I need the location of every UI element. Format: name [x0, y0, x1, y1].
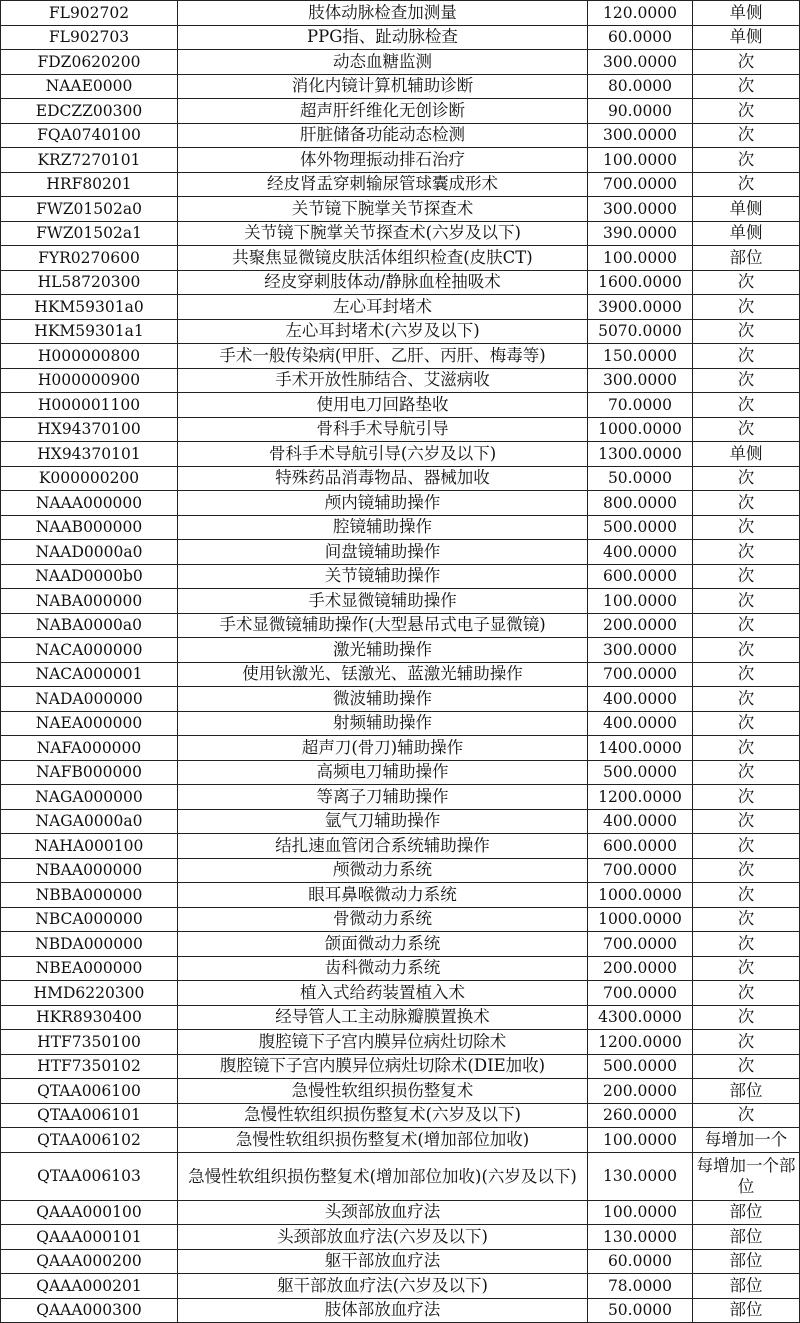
item-code-cell: FQA0740100: [1, 123, 178, 148]
item-code-cell: H000000900: [1, 368, 178, 393]
item-price-cell: 700.0000: [588, 932, 693, 957]
item-unit-cell: 次: [693, 858, 800, 883]
table-row: [1, 1079, 800, 1104]
table-row: [1, 172, 800, 197]
table-row: [1, 711, 800, 736]
item-name-cell: 眼耳鼻喉微动力系统: [178, 883, 588, 908]
table-row: [1, 736, 800, 761]
item-code-cell: FWZ01502a0: [1, 197, 178, 222]
item-price-cell: 700.0000: [588, 858, 693, 883]
item-code-cell: KRZ7270101: [1, 148, 178, 173]
item-code-cell: NAAD0000b0: [1, 564, 178, 589]
table-row: [1, 442, 800, 467]
table-row: [1, 981, 800, 1006]
item-unit-cell: 每增加一个部位: [693, 1152, 800, 1200]
item-unit-cell: 次: [693, 760, 800, 785]
item-code-cell: NBBA000000: [1, 883, 178, 908]
table-row: [1, 148, 800, 173]
item-price-cell: 60.0000: [588, 25, 693, 50]
item-code-cell: FL902703: [1, 25, 178, 50]
item-code-cell: NBEA000000: [1, 956, 178, 981]
table-row: [1, 221, 800, 246]
item-name-cell: 共聚焦显微镜皮肤活体组织检查(皮肤CT): [178, 246, 588, 271]
table-row: [1, 270, 800, 295]
item-code-cell: NAAB000000: [1, 515, 178, 540]
item-price-cell: 300.0000: [588, 368, 693, 393]
item-unit-cell: 次: [693, 319, 800, 344]
item-price-cell: 200.0000: [588, 956, 693, 981]
item-name-cell: 骨微动力系统: [178, 907, 588, 932]
item-code-cell: NABA000000: [1, 589, 178, 614]
item-code-cell: NBDA000000: [1, 932, 178, 957]
item-code-cell: EDCZZ00300: [1, 99, 178, 124]
item-price-cell: 300.0000: [588, 50, 693, 75]
item-price-cell: 3900.0000: [588, 295, 693, 320]
item-unit-cell: 部位: [693, 1298, 800, 1323]
item-name-cell: 齿科微动力系统: [178, 956, 588, 981]
table-row: [1, 1152, 800, 1200]
item-unit-cell: 部位: [693, 246, 800, 271]
item-price-cell: 1200.0000: [588, 785, 693, 810]
item-name-cell: 腹腔镜下子宫内膜异位病灶切除术: [178, 1030, 588, 1055]
item-code-cell: NAHA000100: [1, 834, 178, 859]
item-price-cell: 800.0000: [588, 491, 693, 516]
item-unit-cell: 次: [693, 74, 800, 99]
item-code-cell: QTAA006101: [1, 1103, 178, 1128]
table-row: [1, 491, 800, 516]
item-code-cell: HL58720300: [1, 270, 178, 295]
item-unit-cell: 单侧: [693, 442, 800, 467]
table-row: [1, 74, 800, 99]
item-unit-cell: 次: [693, 809, 800, 834]
item-name-cell: 等离子刀辅助操作: [178, 785, 588, 810]
item-unit-cell: 次: [693, 711, 800, 736]
table-row: [1, 834, 800, 859]
item-price-cell: 260.0000: [588, 1103, 693, 1128]
item-code-cell: H000001100: [1, 393, 178, 418]
item-price-cell: 500.0000: [588, 1054, 693, 1079]
item-name-cell: 植入式给药装置植入术: [178, 981, 588, 1006]
item-code-cell: NACA000000: [1, 638, 178, 663]
item-code-cell: NAFB000000: [1, 760, 178, 785]
item-code-cell: HKR8930400: [1, 1005, 178, 1030]
table-row: [1, 809, 800, 834]
item-code-cell: FWZ01502a1: [1, 221, 178, 246]
item-code-cell: QAAA000200: [1, 1249, 178, 1274]
item-unit-cell: 部位: [693, 1249, 800, 1274]
table-row: [1, 1030, 800, 1055]
item-price-cell: 78.0000: [588, 1274, 693, 1299]
item-name-cell: 肢体部放血疗法: [178, 1298, 588, 1323]
item-price-cell: 130.0000: [588, 1152, 693, 1200]
table-row: [1, 760, 800, 785]
table-row: [1, 1128, 800, 1153]
item-name-cell: 高频电刀辅助操作: [178, 760, 588, 785]
item-unit-cell: 次: [693, 148, 800, 173]
item-name-cell: PPG指、趾动脉检查: [178, 25, 588, 50]
table-row: [1, 466, 800, 491]
item-name-cell: 躯干部放血疗法(六岁及以下): [178, 1274, 588, 1299]
item-unit-cell: 次: [693, 417, 800, 442]
item-unit-cell: 次: [693, 613, 800, 638]
table-row: [1, 785, 800, 810]
item-unit-cell: 次: [693, 1030, 800, 1055]
table-row: [1, 1274, 800, 1299]
item-price-cell: 400.0000: [588, 711, 693, 736]
item-code-cell: QAAA000300: [1, 1298, 178, 1323]
item-price-cell: 120.0000: [588, 1, 693, 26]
table-row: [1, 638, 800, 663]
item-unit-cell: 次: [693, 466, 800, 491]
item-name-cell: 手术一般传染病(甲肝、乙肝、丙肝、梅毒等): [178, 344, 588, 369]
table-row: [1, 1005, 800, 1030]
item-unit-cell: 单侧: [693, 221, 800, 246]
item-name-cell: 经导管人工主动脉瓣膜置换术: [178, 1005, 588, 1030]
item-name-cell: 关节镜下腕掌关节探查术(六岁及以下): [178, 221, 588, 246]
item-code-cell: NAAA000000: [1, 491, 178, 516]
item-price-cell: 4300.0000: [588, 1005, 693, 1030]
item-unit-cell: 次: [693, 344, 800, 369]
item-name-cell: 经皮肾盂穿刺输尿管球囊成形术: [178, 172, 588, 197]
item-unit-cell: 次: [693, 736, 800, 761]
item-unit-cell: 次: [693, 687, 800, 712]
item-unit-cell: 次: [693, 883, 800, 908]
item-name-cell: 消化内镜计算机辅助诊断: [178, 74, 588, 99]
item-code-cell: QTAA006103: [1, 1152, 178, 1200]
item-code-cell: NAAE0000: [1, 74, 178, 99]
item-price-cell: 500.0000: [588, 760, 693, 785]
item-name-cell: 急慢性软组织损伤整复术(六岁及以下): [178, 1103, 588, 1128]
price-table-body: [1, 1, 800, 1323]
item-name-cell: 超声肝纤维化无创诊断: [178, 99, 588, 124]
item-unit-cell: 部位: [693, 1274, 800, 1299]
item-name-cell: 头颈部放血疗法: [178, 1200, 588, 1225]
item-price-cell: 90.0000: [588, 99, 693, 124]
table-row: [1, 589, 800, 614]
table-row: [1, 515, 800, 540]
item-name-cell: 关节镜下腕掌关节探查术: [178, 197, 588, 222]
table-row: [1, 1249, 800, 1274]
item-unit-cell: 单侧: [693, 1, 800, 26]
table-row: [1, 687, 800, 712]
table-row: [1, 907, 800, 932]
item-name-cell: 结扎速血管闭合系统辅助操作: [178, 834, 588, 859]
item-code-cell: NAGA0000a0: [1, 809, 178, 834]
item-unit-cell: 次: [693, 907, 800, 932]
table-row: [1, 123, 800, 148]
table-row: [1, 99, 800, 124]
item-name-cell: 手术开放性肺结合、艾滋病收: [178, 368, 588, 393]
item-name-cell: 使用电刀回路垫收: [178, 393, 588, 418]
item-name-cell: 躯干部放血疗法: [178, 1249, 588, 1274]
item-code-cell: HTF7350100: [1, 1030, 178, 1055]
item-unit-cell: 次: [693, 540, 800, 565]
item-code-cell: FYR0270600: [1, 246, 178, 271]
item-name-cell: 颅内镜辅助操作: [178, 491, 588, 516]
item-unit-cell: 次: [693, 1103, 800, 1128]
item-unit-cell: 单侧: [693, 25, 800, 50]
item-price-cell: 1400.0000: [588, 736, 693, 761]
item-unit-cell: 次: [693, 589, 800, 614]
item-name-cell: 手术显微镜辅助操作: [178, 589, 588, 614]
table-row: [1, 295, 800, 320]
item-price-cell: 1000.0000: [588, 883, 693, 908]
table-row: [1, 883, 800, 908]
item-name-cell: 颅微动力系统: [178, 858, 588, 883]
item-name-cell: 使用钬激光、铥激光、蓝激光辅助操作: [178, 662, 588, 687]
item-price-cell: 200.0000: [588, 613, 693, 638]
item-price-cell: 100.0000: [588, 589, 693, 614]
item-name-cell: 腹腔镜下子宫内膜异位病灶切除术(DIE加收): [178, 1054, 588, 1079]
item-code-cell: NBCA000000: [1, 907, 178, 932]
item-code-cell: FDZ0620200: [1, 50, 178, 75]
item-name-cell: 颌面微动力系统: [178, 932, 588, 957]
item-unit-cell: 次: [693, 270, 800, 295]
item-code-cell: FL902702: [1, 1, 178, 26]
item-unit-cell: 次: [693, 50, 800, 75]
item-price-cell: 1000.0000: [588, 417, 693, 442]
item-name-cell: 左心耳封堵术(六岁及以下): [178, 319, 588, 344]
table-row: [1, 1200, 800, 1225]
table-row: [1, 613, 800, 638]
item-name-cell: 关节镜辅助操作: [178, 564, 588, 589]
item-price-cell: 80.0000: [588, 74, 693, 99]
item-name-cell: 特殊药品消毒物品、器械加收: [178, 466, 588, 491]
table-row: [1, 25, 800, 50]
item-price-cell: 1600.0000: [588, 270, 693, 295]
item-name-cell: 手术显微镜辅助操作(大型悬吊式电子显微镜): [178, 613, 588, 638]
table-row: [1, 932, 800, 957]
item-name-cell: 头颈部放血疗法(六岁及以下): [178, 1225, 588, 1250]
item-name-cell: 骨科手术导航引导(六岁及以下): [178, 442, 588, 467]
item-unit-cell: 次: [693, 368, 800, 393]
item-unit-cell: 次: [693, 99, 800, 124]
item-code-cell: NACA000001: [1, 662, 178, 687]
item-price-cell: 600.0000: [588, 834, 693, 859]
item-price-cell: 300.0000: [588, 638, 693, 663]
item-code-cell: NAGA000000: [1, 785, 178, 810]
item-unit-cell: 次: [693, 515, 800, 540]
item-unit-cell: 次: [693, 393, 800, 418]
item-price-cell: 700.0000: [588, 172, 693, 197]
item-code-cell: QAAA000101: [1, 1225, 178, 1250]
item-name-cell: 急慢性软组织损伤整复术(增加部位加收): [178, 1128, 588, 1153]
item-code-cell: NBAA000000: [1, 858, 178, 883]
item-code-cell: NAFA000000: [1, 736, 178, 761]
item-name-cell: 左心耳封堵术: [178, 295, 588, 320]
item-price-cell: 100.0000: [588, 1200, 693, 1225]
item-code-cell: NADA000000: [1, 687, 178, 712]
item-price-cell: 300.0000: [588, 197, 693, 222]
item-name-cell: 激光辅助操作: [178, 638, 588, 663]
item-name-cell: 肢体动脉检查加测量: [178, 1, 588, 26]
item-price-cell: 50.0000: [588, 466, 693, 491]
table-row: [1, 1103, 800, 1128]
item-price-cell: 50.0000: [588, 1298, 693, 1323]
item-price-cell: 150.0000: [588, 344, 693, 369]
table-row: [1, 197, 800, 222]
item-price-cell: 130.0000: [588, 1225, 693, 1250]
item-unit-cell: 次: [693, 785, 800, 810]
item-name-cell: 射频辅助操作: [178, 711, 588, 736]
item-name-cell: 间盘镜辅助操作: [178, 540, 588, 565]
table-row: [1, 319, 800, 344]
table-row: [1, 246, 800, 271]
item-name-cell: 腔镜辅助操作: [178, 515, 588, 540]
item-unit-cell: 次: [693, 491, 800, 516]
item-price-cell: 1200.0000: [588, 1030, 693, 1055]
item-code-cell: NABA0000a0: [1, 613, 178, 638]
table-row: [1, 956, 800, 981]
table-row: [1, 662, 800, 687]
item-price-cell: 1000.0000: [588, 907, 693, 932]
item-unit-cell: 次: [693, 638, 800, 663]
item-unit-cell: 每增加一个: [693, 1128, 800, 1153]
item-name-cell: 体外物理振动排石治疗: [178, 148, 588, 173]
item-name-cell: 超声刀(骨刀)辅助操作: [178, 736, 588, 761]
item-unit-cell: 次: [693, 1054, 800, 1079]
item-price-cell: 1300.0000: [588, 442, 693, 467]
item-price-cell: 100.0000: [588, 246, 693, 271]
item-name-cell: 动态血糖监测: [178, 50, 588, 75]
item-unit-cell: 次: [693, 172, 800, 197]
item-price-cell: 100.0000: [588, 1128, 693, 1153]
item-price-cell: 400.0000: [588, 540, 693, 565]
item-unit-cell: 次: [693, 295, 800, 320]
item-unit-cell: 次: [693, 564, 800, 589]
item-code-cell: QTAA006102: [1, 1128, 178, 1153]
item-name-cell: 骨科手术导航引导: [178, 417, 588, 442]
item-price-cell: 5070.0000: [588, 319, 693, 344]
item-price-cell: 600.0000: [588, 564, 693, 589]
item-code-cell: K000000200: [1, 466, 178, 491]
item-price-cell: 700.0000: [588, 662, 693, 687]
item-price-cell: 70.0000: [588, 393, 693, 418]
item-price-cell: 100.0000: [588, 148, 693, 173]
table-row: [1, 368, 800, 393]
table-row: [1, 540, 800, 565]
item-code-cell: HKM59301a1: [1, 319, 178, 344]
item-name-cell: 氩气刀辅助操作: [178, 809, 588, 834]
item-code-cell: NAEA000000: [1, 711, 178, 736]
item-code-cell: HRF80201: [1, 172, 178, 197]
table-row: [1, 344, 800, 369]
item-price-cell: 500.0000: [588, 515, 693, 540]
table-row: [1, 393, 800, 418]
item-unit-cell: 次: [693, 956, 800, 981]
item-unit-cell: 部位: [693, 1079, 800, 1104]
item-price-cell: 400.0000: [588, 687, 693, 712]
item-unit-cell: 次: [693, 1005, 800, 1030]
item-code-cell: NAAD0000a0: [1, 540, 178, 565]
item-code-cell: QAAA000100: [1, 1200, 178, 1225]
table-row: [1, 1225, 800, 1250]
item-code-cell: HKM59301a0: [1, 295, 178, 320]
item-price-cell: 300.0000: [588, 123, 693, 148]
item-price-cell: 400.0000: [588, 809, 693, 834]
table-row: [1, 858, 800, 883]
item-unit-cell: 次: [693, 662, 800, 687]
item-unit-cell: 部位: [693, 1200, 800, 1225]
table-row: [1, 417, 800, 442]
item-unit-cell: 次: [693, 834, 800, 859]
item-name-cell: 急慢性软组织损伤整复术(增加部位加收)(六岁及以下): [178, 1152, 588, 1200]
table-row: [1, 564, 800, 589]
item-code-cell: H000000800: [1, 344, 178, 369]
table-row: [1, 1298, 800, 1323]
item-price-cell: 60.0000: [588, 1249, 693, 1274]
table-row: [1, 1, 800, 26]
item-name-cell: 肝脏储备功能动态检测: [178, 123, 588, 148]
table-row: [1, 50, 800, 75]
item-unit-cell: 次: [693, 123, 800, 148]
item-code-cell: QTAA006100: [1, 1079, 178, 1104]
item-unit-cell: 单侧: [693, 197, 800, 222]
item-name-cell: 微波辅助操作: [178, 687, 588, 712]
item-code-cell: QAAA000201: [1, 1274, 178, 1299]
table-row: [1, 1054, 800, 1079]
item-code-cell: HMD6220300: [1, 981, 178, 1006]
item-unit-cell: 次: [693, 981, 800, 1006]
item-unit-cell: 次: [693, 932, 800, 957]
item-price-cell: 700.0000: [588, 981, 693, 1006]
item-code-cell: HTF7350102: [1, 1054, 178, 1079]
item-code-cell: HX94370100: [1, 417, 178, 442]
item-unit-cell: 部位: [693, 1225, 800, 1250]
item-price-cell: 200.0000: [588, 1079, 693, 1104]
item-code-cell: HX94370101: [1, 442, 178, 467]
item-price-cell: 390.0000: [588, 221, 693, 246]
item-name-cell: 急慢性软组织损伤整复术: [178, 1079, 588, 1104]
item-name-cell: 经皮穿刺肢体动/静脉血栓抽吸术: [178, 270, 588, 295]
